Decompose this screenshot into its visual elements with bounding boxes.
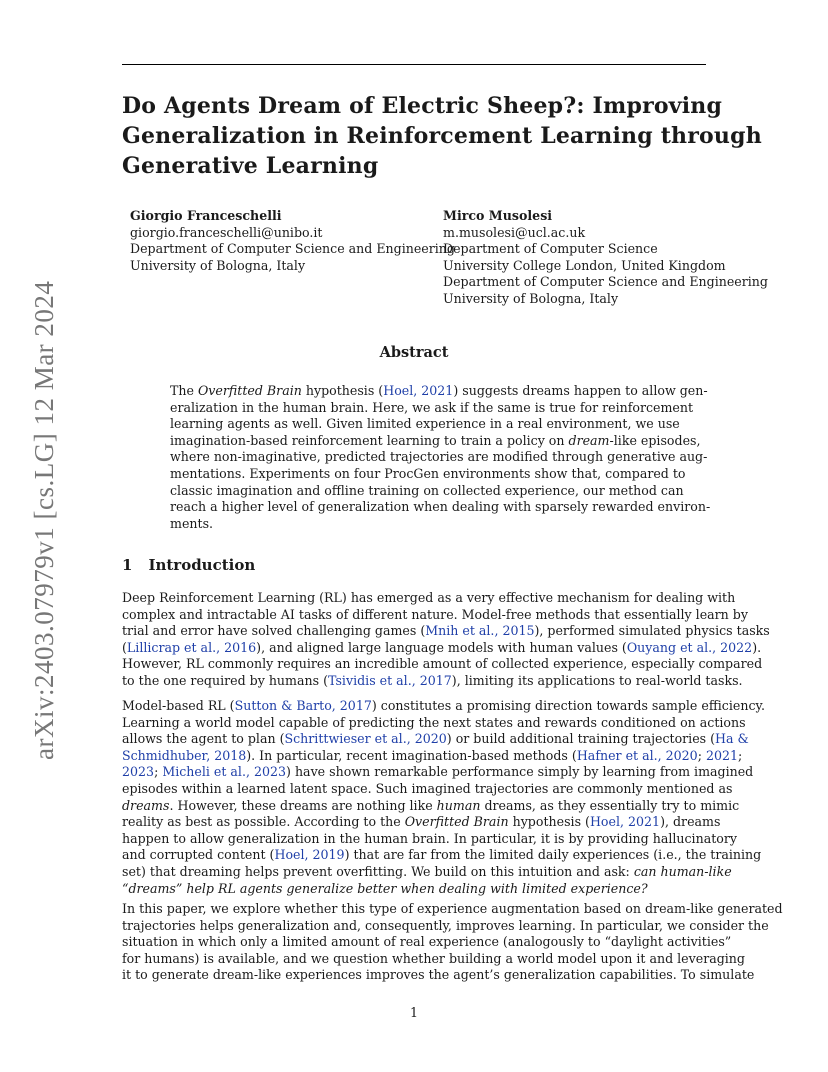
citation-link[interactable]: Micheli et al., 2023: [162, 764, 287, 780]
paragraph-line: Schmidhuber, 2018). In particular, recent imagination-based methods (Hafner et al., 2020; 2021;: [122, 747, 743, 763]
paragraph-line: allows the agent to plan (Schrittwieser et al., 2020) or build additional training trajectories (Ha &: [122, 731, 749, 747]
paragraph-line: 2023; Micheli et al., 2023) have shown remarkable performance simply by learning from imagined: [122, 764, 754, 780]
author-affiliation: Department of Computer Science and Engineering: [443, 274, 768, 289]
author-affiliation: Department of Computer Science and Engineering: [130, 241, 455, 256]
paragraph-line: In this paper, we explore whether this type of experience augmentation based on dream-like generated: [122, 901, 783, 916]
title-line: Generalization in Reinforcement Learning through: [122, 123, 762, 149]
citation-link[interactable]: Tsividis et al., 2017: [327, 672, 452, 688]
abstract-line: reach a higher level of generalization when dealing with sparsely rewarded environ-: [170, 499, 711, 515]
citation-link[interactable]: Lillicrap et al., 2016: [126, 639, 257, 655]
paragraph-line: trial and error have solved challenging games (Mnih et al., 2015), performed simulated physics tasks: [122, 623, 770, 639]
paragraph-line: Model-based RL (Sutton & Barto, 2017) constitutes a promising direction towards sample efficiency.: [122, 698, 765, 713]
abstract-line: imagination-based reinforcement learning to train a policy on dream-like episodes,: [170, 432, 701, 448]
arxiv-stamp-text: arXiv:2403.07979v1 [cs.LG] 12 Mar 2024: [29, 280, 59, 760]
intro-paragraph-2: [122, 698, 765, 897]
paragraph-line: episodes within a learned latent space. Such imagined trajectories are commonly mentioned as: [122, 780, 733, 796]
paragraph-line: reality as best as possible. According to the Overfitted Brain hypothesis (Hoel, 2021), dreams: [122, 814, 721, 830]
header-rule: [122, 64, 706, 65]
section-number: 1: [122, 556, 133, 574]
paragraph-line: happen to allow generalization in the human brain. In particular, it is by providing hallucinatory: [122, 830, 737, 846]
title-line: Generative Learning: [122, 153, 379, 179]
section-title: Introduction: [148, 556, 256, 574]
author-affiliation: Department of Computer Science: [443, 241, 658, 256]
author-email: giorgio.franceschelli@unibo.it: [130, 224, 323, 240]
paragraph-line: situation in which only a limited amount of real experience (analogously to “daylight activities”: [122, 934, 732, 950]
citation-link[interactable]: Hoel, 2019: [274, 847, 345, 863]
abstract-line: eralization in the human brain. Here, we ask if the same is true for reinforcement: [170, 399, 694, 415]
citation-link[interactable]: 2021: [705, 747, 738, 763]
paragraph-line: Learning a world model capable of predicting the next states and rewards conditioned on actions: [122, 714, 746, 730]
section-heading: [122, 556, 255, 574]
abstract-line: learning agents as well. Given limited experience in a real environment, we use: [170, 416, 680, 432]
citation-link[interactable]: 2023: [122, 764, 155, 780]
paragraph-line: Deep Reinforcement Learning (RL) has emerged as a very effective mechanism for dealing with: [122, 590, 736, 605]
abstract-body: [170, 383, 711, 532]
citation-link[interactable]: Ha &: [715, 731, 749, 747]
citation-link[interactable]: Schmidhuber, 2018: [122, 747, 247, 763]
title-line: Do Agents Dream of Electric Sheep?: Improving: [122, 93, 723, 119]
author-name: Giorgio Franceschelli: [130, 208, 282, 223]
author-affiliation: University of Bologna, Italy: [130, 257, 306, 273]
page-number: 1: [409, 1005, 418, 1020]
abstract-line: where non-imaginative, predicted trajectories are modified through generative aug-: [170, 449, 708, 465]
paragraph-line: for humans) is available, and we question whether building a world model upon it and leveraging: [122, 950, 745, 966]
paragraph-line: (Lillicrap et al., 2016), and aligned large language models with human values (Ouyang et al., 2022).: [122, 639, 762, 655]
abstract-line: mentations. Experiments on four ProcGen environments show that, compared to: [170, 465, 686, 481]
citation-link[interactable]: Hoel, 2021: [589, 814, 661, 830]
author-block-1: [130, 208, 455, 274]
intro-paragraph-1: [122, 590, 770, 690]
paragraph-line: it to generate dream-like experiences improves the agent’s generalization capabilities. To simulate: [122, 967, 755, 983]
paragraph-line: However, RL commonly requires an incredible amount of collected experience, especially compared: [122, 656, 763, 672]
author-block-2: [443, 208, 768, 307]
citation-link[interactable]: Hafner et al., 2020: [576, 747, 698, 763]
paragraph-line: “dreams” help RL agents generalize better when dealing with limited experience?: [122, 880, 648, 896]
citation-link[interactable]: Hoel, 2021: [383, 383, 454, 398]
author-affiliation: University College London, United Kingdom: [443, 257, 726, 273]
author-email: m.musolesi@ucl.ac.uk: [443, 224, 586, 240]
abstract-line: classic imagination and offline training on collected experience, our method can: [170, 482, 684, 498]
paragraph-line: trajectories helps generalization and, consequently, improves learning. In particular, we consider the: [122, 917, 769, 933]
citation-link[interactable]: Ouyang et al., 2022: [626, 639, 753, 655]
paragraph-line: set) that dreaming helps prevent overfitting. We build on this intuition and ask: can human-like: [122, 863, 732, 879]
paragraph-line: to the one required by humans (Tsividis et al., 2017), limiting its applications to real-world tasks.: [122, 672, 743, 688]
author-name: Mirco Musolesi: [443, 208, 553, 223]
abstract-line: ments.: [170, 515, 214, 531]
paragraph-line: and corrupted content (Hoel, 2019) that are far from the limited daily experiences (i.e., the training: [122, 847, 762, 863]
paragraph-line: dreams. However, these dreams are nothing like human dreams, as they essentially try to mimic: [122, 797, 740, 813]
citation-link[interactable]: Mnih et al., 2015: [425, 623, 535, 639]
intro-paragraph-3: [122, 901, 783, 984]
citation-link[interactable]: Schrittwieser et al., 2020: [284, 731, 447, 747]
author-affiliation: University of Bologna, Italy: [443, 290, 619, 306]
paragraph-line: complex and intractable AI tasks of different nature. Model-free methods that essentially learn by: [122, 606, 748, 622]
abstract-heading: Abstract: [379, 344, 449, 361]
citation-link[interactable]: Sutton & Barto, 2017: [234, 698, 372, 713]
abstract-line: The Overfitted Brain hypothesis (Hoel, 2021) suggests dreams happen to allow gen-: [170, 383, 708, 398]
paper-title: [122, 91, 762, 181]
